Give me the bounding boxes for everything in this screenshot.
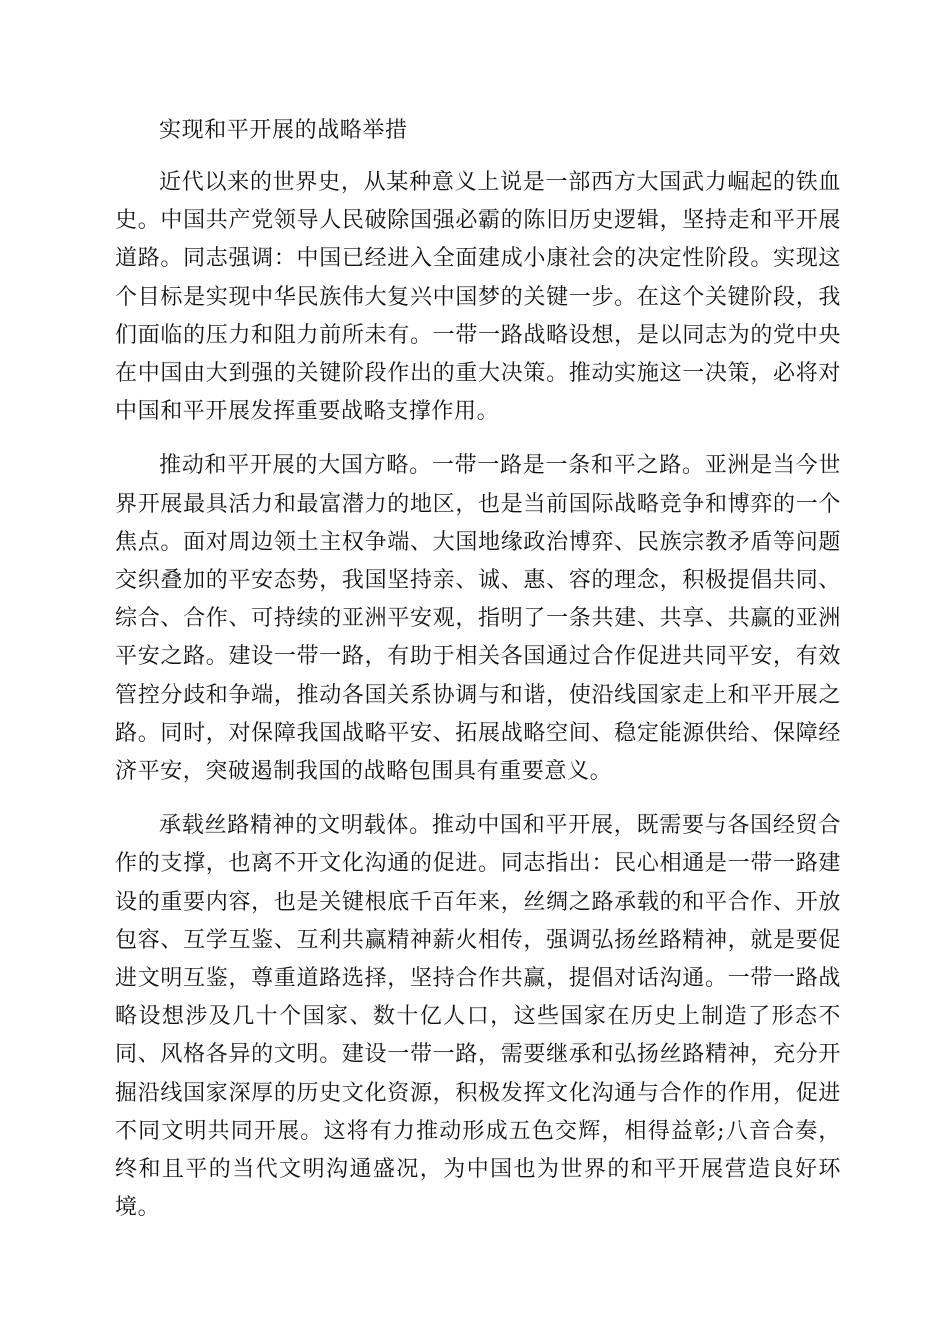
paragraph-1: 近代以来的世界史，从某种意义上说是一部西方大国武力崛起的铁血史。中国共产党领导人民破除国强必霸的陈旧历史逻辑，坚持走和平开展道路。同志强调：中国已经进入全面建成小康社会的决定性阶段。实现这个目标是实现中华民族伟大复兴中国梦的关键一步。在这个关键阶段，我们面临的压力和阻力前所未有。一带一路战略设想，是以同志为的党中央在中国由大到强的关键阶段作出的重大决策。推动实施这一决策，必将对中国和平开展发挥重要战略支撑作用。 <box>115 170 841 425</box>
paragraph-3: 承载丝路精神的文明载体。推动中国和平开展，既需要与各国经贸合作的支撑，也离不开文化沟通的促进。同志指出：民心相通是一带一路建设的重要内容，也是关键根底千百年来，丝绸之路承载的和平合作、开放包容、互学互鉴、互利共赢精神薪火相传，强调弘扬丝路精神，就是要促进文明互鉴，尊重道路选择，坚持合作共赢，提倡对话沟通。一带一路战略设想涉及几十个国家、数十亿人口，这些国家在历史上制造了形态不同、风格各异的文明。建设一带一路，需要继承和弘扬丝路精神，充分开掘沿线国家深厚的历史文化资源，积极发挥文化沟通与合作的作用，促进不同文明共同开展。这将有力推动形成五色交辉，相得益彰;八音合奏，终和且平的当代文明沟通盛况，为中国也为世界的和平开展营造良好环境。 <box>115 813 841 1221</box>
document-title: 实现和平开展的战略举措 <box>159 118 408 143</box>
paragraph-2: 推动和平开展的大国方略。一带一路是一条和平之路。亚洲是当今世界开展最具活力和最富潜力的地区，也是当前国际战略竞争和博弈的一个焦点。面对周边领土主权争端、大国地缘政治博弈、民族宗教矛盾等问题交织叠加的平安态势，我国坚持亲、诚、惠、容的理念，积极提倡共同、综合、合作、可持续的亚洲平安观，指明了一条共建、共享、共赢的亚洲平安之路。建设一带一路，有助于相关各国通过合作促进共同平安，有效管控分歧和争端，推动各国关系协调与和谐，使沿线国家走上和平开展之路。同时，对保障我国战略平安、拓展战略空间、稳定能源供给、保障经济平安，突破遏制我国的战略包围具有重要意义。 <box>115 453 841 785</box>
document-page <box>115 112 841 1243</box>
